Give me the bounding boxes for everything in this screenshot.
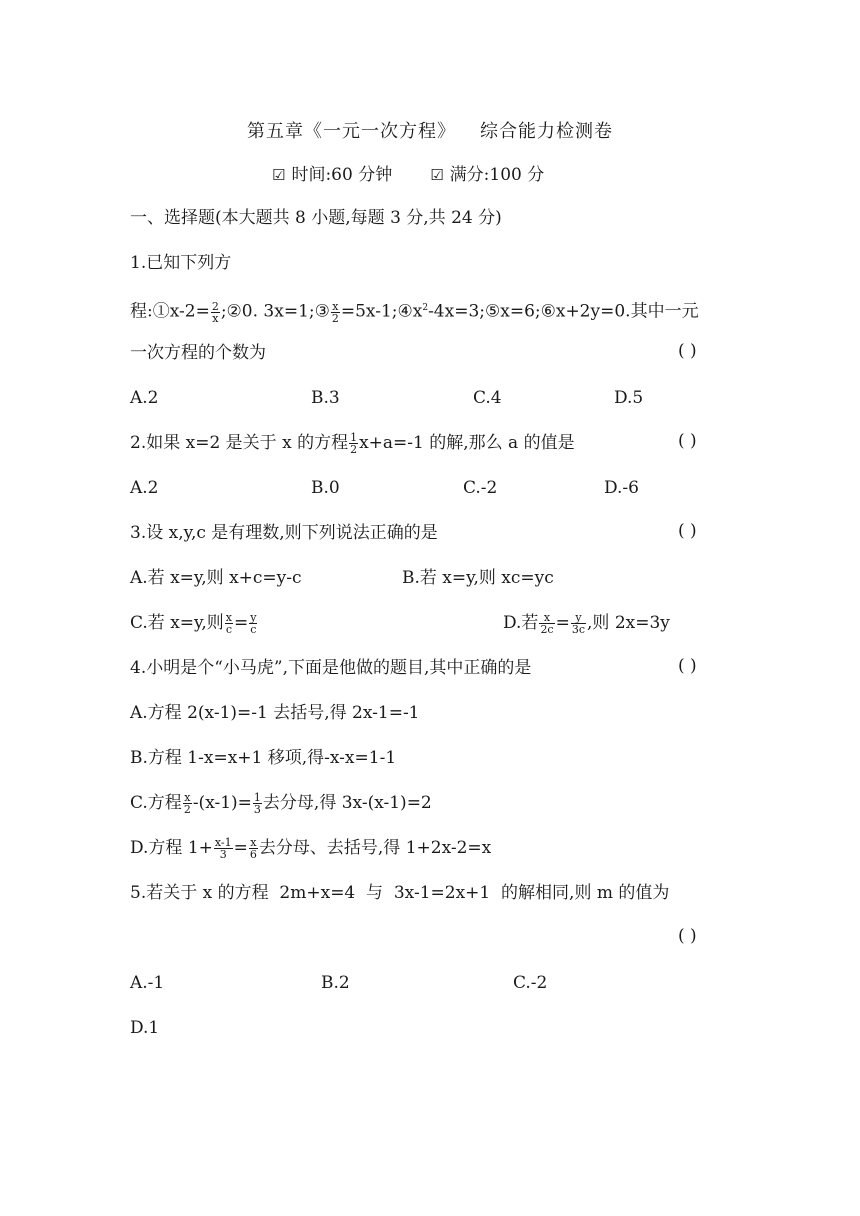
frac-num: x	[539, 612, 554, 624]
fraction	[253, 792, 262, 815]
q1-stem-line1: 1.已知下列方	[130, 253, 232, 273]
q3-stem: 3.设 x,y,c 是有理数,则下列说法正确的是	[130, 523, 438, 543]
frac-num: y	[571, 612, 586, 624]
q3-option-c	[130, 611, 258, 635]
q2-option-d: D.-6	[604, 478, 639, 498]
frac-den: c	[225, 623, 232, 636]
frac-den: 3c	[571, 623, 586, 636]
q4-option-d	[130, 836, 491, 860]
fraction	[249, 612, 257, 635]
q2-stem	[130, 431, 575, 455]
q4-text: 去分母,得 3x-(x-1)=2	[262, 793, 432, 813]
q1-option-d: D.5	[614, 388, 644, 408]
q1-stem-line3: 一次方程的个数为	[130, 343, 266, 363]
section-heading: 一、选择题(本大题共 8 小题,每题 3 分,共 24 分)	[130, 208, 502, 228]
q1-option-b: B.3	[311, 388, 340, 408]
fraction	[214, 837, 233, 860]
checkbox-icon: ☑	[272, 166, 286, 184]
q5-option-b: B.2	[321, 973, 350, 993]
exam-info	[272, 160, 544, 185]
q5-option-c: C.-2	[513, 973, 548, 993]
q3-text: =	[234, 613, 249, 633]
fraction	[331, 301, 340, 324]
fraction	[249, 837, 258, 860]
q4-text: C.方程	[130, 793, 182, 813]
frac-den: 2	[350, 443, 358, 456]
q4-text: 去分母、去括号,得 1+2x-2=x	[258, 838, 492, 858]
q4-option-b: B.方程 1-x=x+1 移项,得-x-x=1-1	[130, 748, 397, 768]
frac-num: x	[184, 791, 191, 804]
answer-paren: ( )	[678, 431, 697, 451]
answer-paren: ( )	[678, 926, 697, 946]
frac-num: y	[250, 611, 257, 624]
frac-num: 2	[211, 299, 219, 313]
checkbox-icon: ☑	[430, 166, 444, 184]
frac-den: x	[212, 311, 219, 325]
q1-option-c: C.4	[473, 388, 502, 408]
q1-text: -4x=3;⑤x=6;⑥x+2y=0.其中一元	[428, 301, 699, 322]
q2-option-c: C.-2	[463, 478, 498, 498]
q4-text: D.方程 1+	[130, 838, 213, 858]
fraction	[349, 432, 358, 455]
q5-option-d: D.1	[130, 1018, 160, 1038]
fraction	[211, 301, 220, 324]
q3-text: D.若	[503, 613, 539, 633]
frac-den: c	[250, 623, 257, 636]
q4-text: -(x-1)=	[192, 793, 252, 813]
answer-paren: ( )	[678, 341, 697, 361]
full-score: 满分:100 分	[449, 165, 545, 185]
frac-num: 1	[350, 431, 358, 444]
q5-option-a: A.-1	[130, 973, 165, 993]
fraction	[571, 612, 586, 635]
q1-option-a: A.2	[130, 388, 159, 408]
q4-option-a: A.方程 2(x-1)=-1 去括号,得 2x-1=-1	[130, 703, 420, 723]
q3-text: C.若 x=y,则	[130, 613, 224, 633]
frac-den: 3	[253, 803, 261, 816]
fraction	[225, 612, 233, 635]
frac-den: 6	[249, 848, 257, 861]
frac-num: x	[250, 836, 257, 849]
fraction	[183, 792, 192, 815]
q2-option-a: A.2	[130, 478, 159, 498]
page-title	[0, 117, 860, 143]
q4-stem: 4.小明是个“小马虎”,下面是他做的题目,其中正确的是	[130, 658, 532, 678]
q1-stem-line2	[130, 296, 699, 324]
q3-option-a: A.若 x=y,则 x+c=y-c	[130, 568, 302, 588]
q3-option-d	[503, 611, 670, 635]
frac-num: x	[332, 299, 339, 313]
q1-text: 程:①x-2=	[130, 301, 210, 322]
superscript: 2	[422, 303, 429, 313]
frac-den: 2c	[540, 623, 554, 636]
frac-den: 3	[219, 848, 227, 861]
q4-option-c	[130, 791, 432, 815]
frac-num: x-1	[214, 836, 232, 849]
q1-text: ;②0. 3x=1;③	[220, 301, 330, 322]
title-name: 综合能力检测卷	[480, 121, 613, 142]
q2-text: 2.如果 x=2 是关于 x 的方程	[130, 433, 349, 453]
frac-num: 1	[253, 791, 261, 804]
q2-option-b: B.0	[311, 478, 340, 498]
q3-text: =	[555, 613, 570, 633]
q2-text: x+a=-1 的解,那么 a 的值是	[359, 433, 575, 453]
frac-num: x	[225, 611, 233, 624]
fraction	[539, 612, 554, 635]
q3-option-b: B.若 x=y,则 xc=yc	[402, 568, 554, 588]
q4-text: =	[233, 838, 248, 858]
answer-paren: ( )	[678, 656, 697, 676]
answer-paren: ( )	[678, 521, 697, 541]
q3-text: ,则 2x=3y	[587, 613, 670, 633]
q1-text: =5x-1;④x	[340, 301, 423, 322]
frac-den: 2	[183, 803, 191, 816]
q5-stem: 5.若关于 x 的方程 2m+x=4 与 3x-1=2x+1 的解相同,则 m 的值为	[130, 883, 670, 903]
frac-den: 2	[331, 311, 339, 325]
time-limit: 时间:60 分钟	[291, 165, 393, 185]
title-chapter: 第五章《一元一次方程》	[247, 121, 456, 142]
